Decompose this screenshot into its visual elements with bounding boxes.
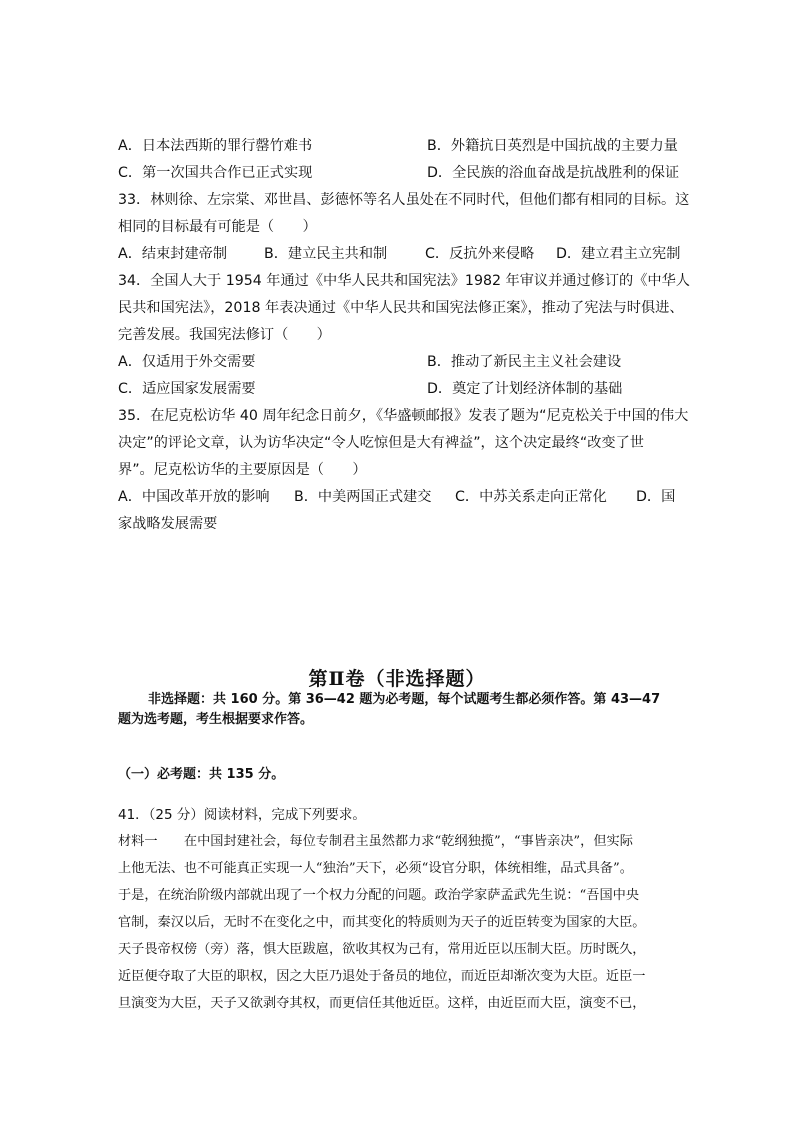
q34-option-a: A．仅适用于外交需要 bbox=[118, 354, 256, 370]
q41-material-line-2: 上他无法、也不可能真正实现一人“独治”天下，必须“设官分职，体统相维，品式具备”。 bbox=[118, 861, 633, 876]
q33-option-d: D．建立君主立宪制 bbox=[556, 246, 681, 262]
q32-option-a: A．日本法西斯的罪行罄竹难书 bbox=[118, 138, 313, 154]
q35-stem-line-1: 35．在尼克松访华 40 周年纪念日前夕，《华盛顿邮报》发表了题为“尼克松关于中国的伟大 bbox=[118, 408, 689, 424]
q33-option-c: C．反抗外来侵略 bbox=[425, 246, 535, 262]
q34-option-c: C．适应国家发展需要 bbox=[118, 381, 256, 397]
q41-material-line-4: 官制，秦汉以后，无时不在变化之中，而其变化的特质则为天子的近臣转变为国家的大臣。 bbox=[118, 915, 646, 930]
q32-option-c: C．第一次国共合作已正式实现 bbox=[118, 165, 313, 181]
q33-option-a: A．结束封建帝制 bbox=[118, 246, 228, 262]
q41-material-line-7: 旦演变为大臣，天子又欲剥夺其权，而更信任其他近臣。这样，由近臣而大臣，演变不已， bbox=[118, 996, 646, 1011]
q33-stem-line-1: 33．林则徐、左宗棠、邓世昌、彭德怀等名人虽处在不同时代，但他们都有相同的目标。这 bbox=[118, 192, 690, 208]
q34-stem-line-1: 34．全国人大于 1954 年通过《中华人民共和国宪法》1982 年审议并通过修订的《中华人 bbox=[118, 273, 690, 289]
required-section-heading: （一）必考题：共 135 分。 bbox=[118, 767, 285, 782]
q41-header: 41．（25 分）阅读材料，完成下列要求。 bbox=[118, 807, 366, 823]
q34-stem-line-3: 完善发展。我国宪法修订（ ） bbox=[118, 327, 331, 343]
section-title: 第Ⅱ卷（非选择题） bbox=[308, 668, 486, 690]
q35-stem-line-2: 决定”的评论文章，认为访华决定“令人吃惊但是大有裨益”，这个决定最终“改变了世 bbox=[118, 435, 644, 451]
q33-option-b: B．建立民主共和制 bbox=[264, 246, 388, 262]
q35-stem-line-3: 界”。尼克松访华的主要原因是（ ） bbox=[118, 462, 367, 478]
q33-stem-line-2: 相同的目标最有可能是（ ） bbox=[118, 219, 317, 235]
q35-option-a: A．中国改革开放的影响 bbox=[118, 489, 270, 505]
q34-stem-line-2: 民共和国宪法》，2018 年表决通过《中华人民共和国宪法修正案》，推动了宪法与时俱进、 bbox=[118, 300, 684, 316]
q41-material-line-5: 天子畏帝权傍（旁）落，惧大臣跋扈，欲收其权为己有，常用近臣以压制大臣。历时既久， bbox=[118, 942, 646, 957]
q41-material-line-6: 近臣便夺取了大臣的职权，因之大臣乃退处于备员的地位，而近臣却渐次变为大臣。近臣一 bbox=[118, 969, 646, 984]
section-intro-line-1: 非选择题：共 160 分。第 36—42 题为必考题，每个试题考生都必须作答。第 43—47 bbox=[148, 692, 661, 707]
section-intro-line-2: 题为选考题，考生根据要求作答。 bbox=[118, 712, 314, 727]
q32-option-d: D．全民族的浴血奋战是抗战胜利的保证 bbox=[427, 165, 680, 181]
q35-option-d-continued: 家战略发展需要 bbox=[118, 516, 218, 532]
q35-option-b: B．中美两国正式建交 bbox=[294, 489, 432, 505]
q41-material-line-1: 材料一 在中国封建社会，每位专制君主虽然都力求“乾纲独揽”，“事皆亲决”，但实际 bbox=[118, 834, 633, 849]
q41-material-line-3: 于是，在统治阶级内部就出现了一个权力分配的问题。政治学家萨孟武先生说：“吾国中央 bbox=[118, 888, 640, 903]
q35-option-c: C．中苏关系走向正常化 bbox=[455, 489, 607, 505]
q32-option-b: B．外籍抗日英烈是中国抗战的主要力量 bbox=[427, 138, 678, 154]
q35-option-d: D．国 bbox=[636, 489, 676, 505]
q34-option-b: B．推动了新民主主义社会建设 bbox=[427, 354, 622, 370]
q34-option-d: D．奠定了计划经济体制的基础 bbox=[427, 381, 623, 397]
